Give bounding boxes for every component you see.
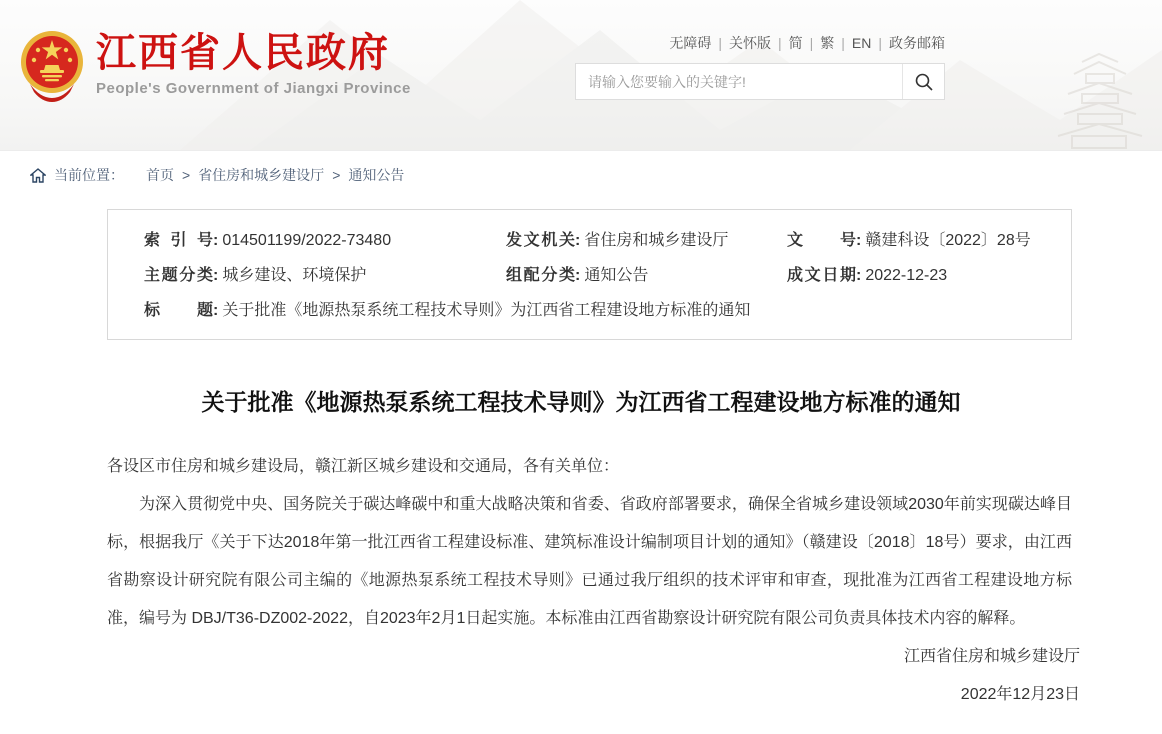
link-separator: | xyxy=(809,35,814,51)
meta-value: 2022-12-23 xyxy=(865,267,948,284)
breadcrumb-section[interactable]: 通知公告 xyxy=(348,167,405,183)
meta-value: 省住房和城乡建设厅 xyxy=(584,232,729,249)
pavilion-sketch-decoration xyxy=(1044,48,1154,150)
meta-index-number xyxy=(144,223,506,258)
article-paragraph: 为深入贯彻党中央、国务院关于碳达峰碳中和重大战略决策和省委、省政府部署要求，确保全省城乡建设领域2030年前实现碳达峰目标，根据我厅《关于下达2018年第一批江西省工程建设标准、建筑标准设计编制项目计划的通知》（赣建设〔2018〕18号）要求，由江西省勘察设计研究院有限公司主编的《地源热泵系统工程技术导则》已通过我厅组织的技术评审和审查，现批准为江西省工程建设地方标准，编号为 DBJ/T36-DZ002-2022，自2023年2月1日起实施。本标准由江西省勘察设计研究院有限公司负责具体技术内容的解释。 xyxy=(107,496,1072,627)
meta-issuing-agency xyxy=(506,223,787,258)
meta-group-category xyxy=(506,258,787,293)
article-signature: 江西省住房和城乡建设厅 xyxy=(903,648,1080,665)
meta-value: 城乡建设、环境保护 xyxy=(222,267,367,284)
search-icon xyxy=(914,72,934,92)
breadcrumb-separator: > xyxy=(332,167,341,183)
link-separator: | xyxy=(777,35,782,51)
utility-links xyxy=(669,33,945,53)
meta-topic-category xyxy=(144,258,506,293)
article-salutation: 各设区市住房和城乡建设局，赣江新区城乡建设和交通局，各有关单位： xyxy=(107,458,620,475)
link-separator: | xyxy=(718,35,722,51)
meta-document-title xyxy=(144,293,1071,328)
meta-label: 文号 xyxy=(787,232,856,249)
link-simplified-chinese[interactable]: 简 xyxy=(788,35,803,51)
document-meta-box xyxy=(107,209,1072,340)
meta-label: 组配分类 xyxy=(506,267,575,284)
main-content xyxy=(0,150,1162,714)
breadcrumb xyxy=(30,163,1162,187)
meta-document-number xyxy=(787,223,1071,258)
meta-colon: : xyxy=(213,302,219,319)
national-emblem-icon xyxy=(20,30,84,104)
meta-value: 通知公告 xyxy=(584,267,649,284)
meta-colon: : xyxy=(856,267,862,284)
meta-colon: : xyxy=(575,267,581,284)
home-icon xyxy=(30,168,46,183)
link-separator: | xyxy=(878,35,882,51)
link-accessibility[interactable]: 无障碍 xyxy=(669,35,712,51)
breadcrumb-home[interactable]: 首页 xyxy=(146,167,174,183)
site-header xyxy=(0,0,1162,150)
link-traditional-chinese[interactable]: 繁 xyxy=(820,35,835,51)
breadcrumb-department[interactable]: 省住房和城乡建设厅 xyxy=(198,167,325,183)
meta-label: 主题分类 xyxy=(144,267,213,284)
meta-colon: : xyxy=(213,267,219,284)
meta-label: 标题 xyxy=(144,302,213,319)
link-separator: | xyxy=(841,35,845,51)
breadcrumb-separator: > xyxy=(182,167,191,183)
meta-label: 发文机关 xyxy=(506,232,575,249)
site-logo[interactable] xyxy=(20,30,411,104)
site-title: 江西省人民政府 xyxy=(96,31,390,75)
search-bar xyxy=(575,63,945,100)
article-body xyxy=(107,448,1080,714)
meta-colon: : xyxy=(856,232,862,249)
meta-value: 赣建科设〔2022〕28号 xyxy=(865,232,1031,249)
article-date: 2022年12月23日 xyxy=(960,686,1080,703)
site-subtitle: People's Government of Jiangxi Province xyxy=(96,80,411,97)
meta-value: 关于批准《地源热泵系统工程技术导则》为江西省工程建设地方标准的通知 xyxy=(222,302,751,319)
meta-issue-date xyxy=(787,258,1071,293)
search-input[interactable] xyxy=(576,64,902,99)
meta-colon: : xyxy=(213,232,219,249)
site-title-block xyxy=(96,30,411,97)
link-gov-mail[interactable]: 政务邮箱 xyxy=(889,35,945,51)
link-english[interactable]: EN xyxy=(851,35,872,51)
meta-value: 014501199/2022-73480 xyxy=(222,232,392,249)
breadcrumb-label: 当前位置： xyxy=(54,167,124,183)
link-care-version[interactable]: 关怀版 xyxy=(728,35,771,51)
article-title: 关于批准《地源热泵系统工程技术导则》为江西省工程建设地方标准的通知 xyxy=(201,389,961,415)
search-button[interactable] xyxy=(902,64,944,99)
meta-colon: : xyxy=(575,232,581,249)
meta-label: 索引号 xyxy=(144,232,213,249)
meta-label: 成文日期 xyxy=(787,267,856,284)
